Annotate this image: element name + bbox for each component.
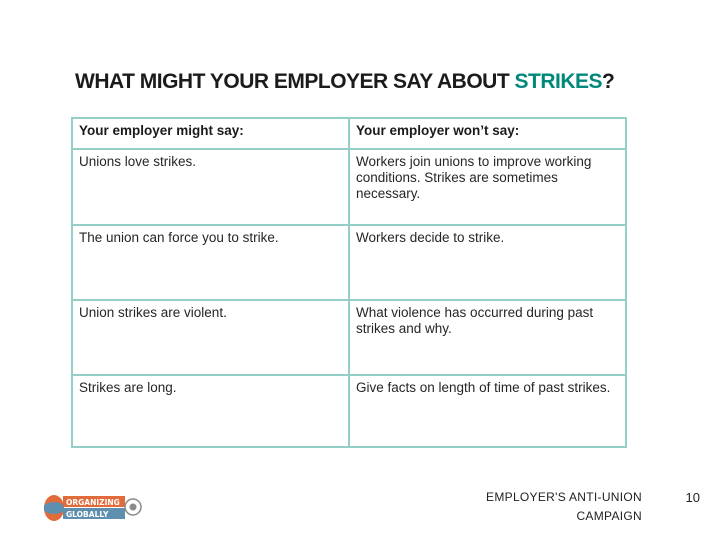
might-say-cell: Union strikes are violent.	[73, 301, 350, 374]
table-row	[73, 148, 625, 224]
table-row	[73, 224, 625, 299]
header-might-say: Your employer might say:	[73, 119, 350, 148]
wont-say-cell: What violence has occurred during past strikes and why.	[356, 305, 594, 336]
footer-caption-line2: CAMPAIGN	[576, 509, 642, 523]
logo-text-top: ORGANIZING	[66, 498, 120, 507]
wont-say-cell: Workers decide to strike.	[356, 230, 505, 245]
footer-caption-line1: EMPLOYER'S ANTI-UNION	[486, 490, 642, 504]
might-say-cell: Unions love strikes.	[73, 150, 350, 224]
page-number: 10	[685, 490, 700, 505]
organizing-globally-logo	[41, 491, 142, 525]
footer-caption	[440, 488, 642, 526]
title-question-mark: ?	[602, 70, 615, 93]
logo-text-bottom: GLOBALLY	[66, 510, 109, 519]
wont-say-cell: Give facts on length of time of past strikes.	[356, 380, 611, 395]
might-say-cell: The union can force you to strike.	[73, 226, 350, 299]
logo-graphic	[41, 491, 142, 525]
might-say-cell: Strikes are long.	[73, 376, 350, 446]
title-accent-word: STRIKES	[514, 70, 602, 93]
header-wont-say: Your employer won’t say:	[356, 123, 520, 138]
table-row	[73, 374, 625, 446]
wont-say-cell: Workers join unions to improve working conditions. Strikes are sometimes necessary.	[356, 154, 592, 201]
title-main: WHAT MIGHT YOUR EMPLOYER SAY ABOUT	[75, 70, 515, 93]
table-row	[73, 299, 625, 374]
slide-title	[75, 70, 614, 94]
comparison-table	[71, 117, 627, 448]
table-header-row	[73, 119, 625, 148]
